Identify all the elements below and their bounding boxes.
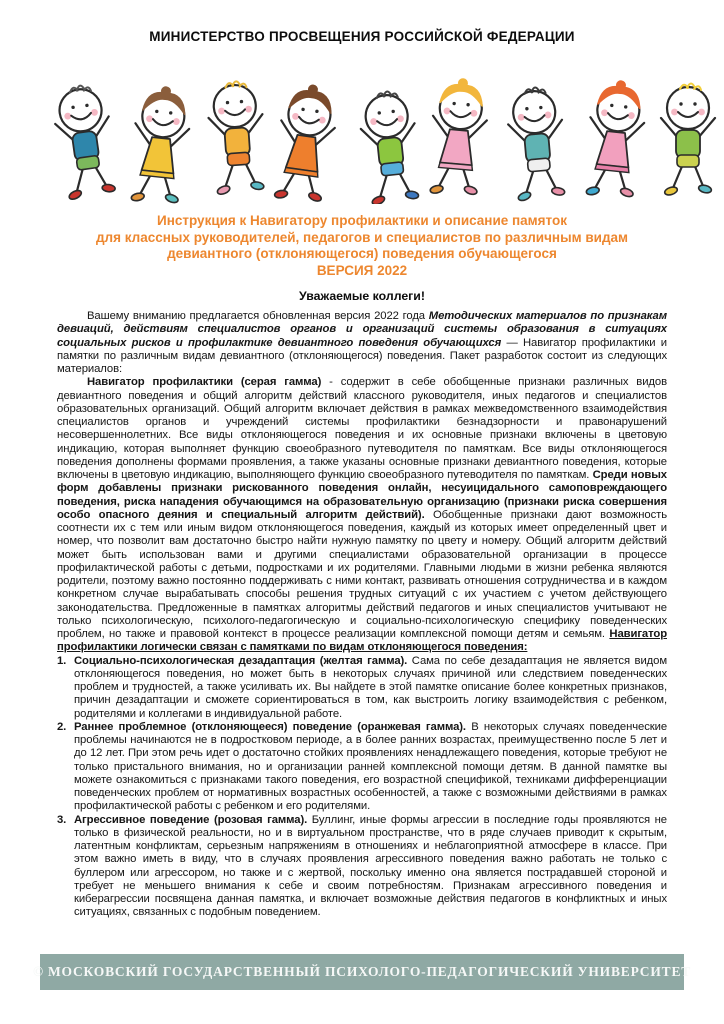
- title-line-3: девиантного (отклоняющегося) поведения обучающегося: [167, 246, 557, 261]
- footer-banner: [32, 954, 692, 990]
- list-item-text: Социально-психологическая дезадаптация (желтая гамма). Сама по себе дезадаптация не является видом отклоняющегося поведения, но может быть в некоторых случаях причиной или следствием поведенческих проблем и трудностей, а также усиливать их. Вы найдете в этой памятке описание более конкретных признаков, причин дезадаптации и сможете сориентироваться в том, как выстроить логику взаимодействия с ребенком, родителями и коллегами в индивидуальной работе.: [74, 654, 668, 720]
- ministry-header: МИНИСТЕРСТВО ПРОСВЕЩЕНИЯ РОССИЙСКОЙ ФЕДЕРАЦИИ: [149, 29, 575, 44]
- paragraph-intro: Вашему вниманию предлагается обновленная версия 2022 года Методических материалов по признакам девиаций, действиям специалистов органов и организаций системы образования в ситуациях социальных рисков и профилактике девиантного поведения обучающихся — Навигатор профилактики и памятки по различным видам девиантного (отклоняющегося) поведения. Пакет разработок состоит из следующих материалов:: [57, 310, 667, 375]
- children-illustration: [0, 54, 724, 204]
- footer-copyright: © МОСКОВСКИЙ ГОСУДАРСТВЕННЫЙ ПСИХОЛОГО-ПЕДАГОГИЧЕСКИЙ УНИВЕРСИТЕТ: [32, 964, 692, 979]
- list-item-aggressive-behavior: [57, 814, 667, 920]
- list-item-number: 3.: [57, 813, 67, 826]
- list-item-number: 2.: [57, 720, 67, 733]
- list-item-early-problem-behavior: [57, 721, 667, 814]
- paragraph-navigator: Навигатор профилактики (серая гамма) - содержит в себе обобщенные признаки различных видов девиантного поведения и общий алгоритм действий классного руководителя, иных педагогов и специалистов образовательных организаций. Общий алгоритм включает действия в рамках межведомственного взаимодействия специалистов органов и учреждений системы профилактики безнадзорности и правонарушений несовершеннолетних. Все виды отклоняющегося поведения и их основные признаки включены в цветовую индикацию, которая выполняет функцию своеобразного путеводителя по памяткам. Все виды отклоняющегося поведения дополнены формами проявления, а также указаны основные признаки девиантного поведения, которые включены в цветовую индикацию, выполняющего функцию своеобразного путеводителя по памяткам. Среди новых форм добавлены признаки рискованного поведения онлайн, несуицидального самоповреждающего поведения, риска нападения обучающимся на образовательную организацию (признаки риска совершения особо опасного деяния и специальный алгоритм действий). Обобщенные признаки дают возможность соотнести их с тем или иным видом отклоняющегося поведения, каждый из которых имеет определенный цвет и номер, что позволит вам достаточно быстро найти нужную памятку по цвету и номеру. Общий алгоритм действий может быть использован вами и другими специалистами образовательной организации в процессе профилактической работы с детьми, подростками и их родителями. Главными людьми в жизни ребенка являются родители, поэтому важно постоянно поддерживать с ними контакт, развивать отношения сотрудничества и в каждом конкретном случае вырабатывать способы решения трудных ситуаций с их участием с учетом действующего законодательства. Предложенные в памятках алгоритмы действий педагогов и иных специалистов учитывают не только психологическую, психолого-педагогическую и социально-психологическую специфику поведенческих проблем, но также и правовой контекст в процессе реализации комплексной помощи детям и семьям. Навигатор профилактики логически связан с памятками по видам отклоняющегося поведения:: [57, 376, 667, 654]
- document-title: [0, 213, 724, 279]
- list-item-desadaptation: [57, 655, 667, 721]
- memo-list: [57, 655, 667, 920]
- list-item-number: 1.: [57, 654, 67, 667]
- title-line-2: для классных руководителей, педагогов и специалистов по различным видам: [95, 229, 629, 245]
- list-item-text: Агрессивное поведение (розовая гамма). Буллинг, иные формы агрессии в последние годы проявляются не только в физической реальности, но и в виртуальном пространстве, что в ряде случаев приводит к скрытым, латентным конфликтам, серьезным напряжениям в отношениях и неблагоприятной атмосфере в классе. При этом важно иметь в виду, что в случаях проявления агрессивного поведения важно работать не только с буллером или агрессором, но также и с жертвой, поскольку именно она является пострадавшей стороной и требует не меньшего внимания к себе и своим потребностям. Признакам агрессивного поведения и киберагрессии посвящена данная памятка, и включает возможные действия педагогов в конфликтных и иных ситуациях, связанных с подобным поведением.: [74, 813, 667, 919]
- greeting-line: Уважаемые коллеги!: [299, 289, 425, 303]
- title-line-4: ВЕРСИЯ 2022: [316, 262, 408, 278]
- title-line-1: Инструкция к Навигатору профилактики и описание памяток: [157, 213, 567, 228]
- list-item-text: Раннее проблемное (отклоняющееся) поведение (оранжевая гамма). В некоторых случаях поведенческие проблемы начинаются не в подростковом периоде, а в более ранних возрастах, преимущественно после 5 лет и до 12 лет. При этом речь идет о достаточно стойких проявлениях ненадлежащего поведения, которые требуют не только пристального внимания, но и организации ранней комплексной помощи детям. В данной памятке вы можете ознакомиться с признаками такого поведения, его возрастной спецификой, техниками дифференциации поведенческих проблем от нормативных возрастных особенностей, а также с возможными действиями в рамках профилактической работы с ребенком и его родителями.: [74, 720, 668, 813]
- document-body: [57, 310, 667, 920]
